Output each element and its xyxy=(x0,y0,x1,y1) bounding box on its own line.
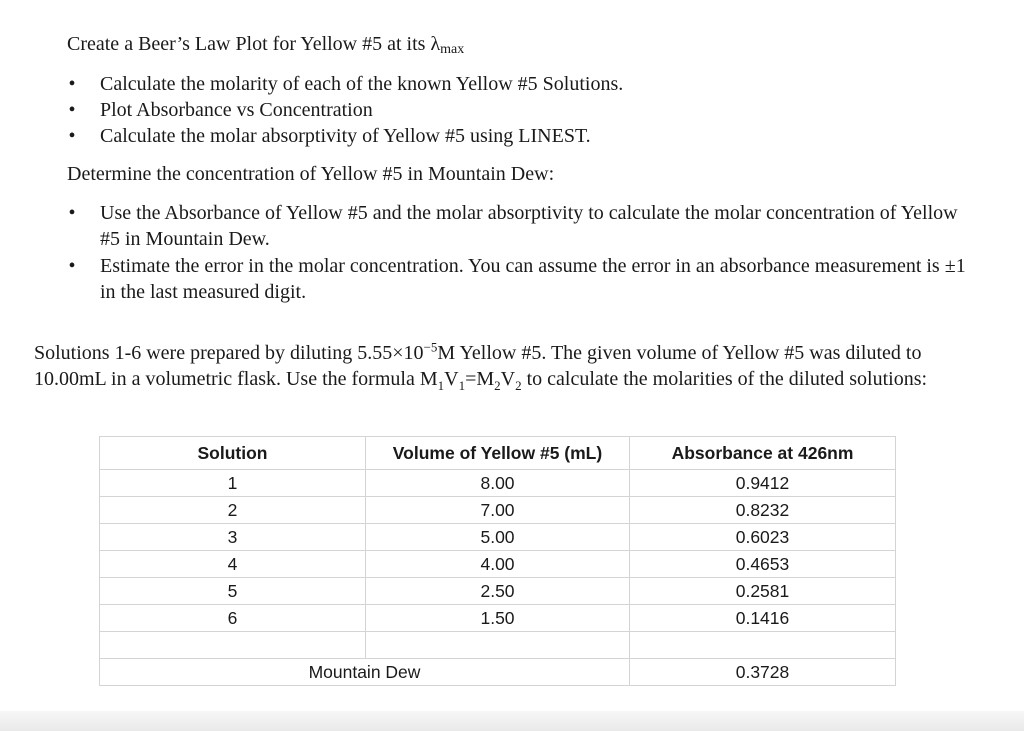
cell-absorbance: 0.8232 xyxy=(630,497,896,524)
cell-absorbance: 0.1416 xyxy=(630,605,896,632)
list-item: • Estimate the error in the molar concentration. You can assume the error in an absorbance measurement is ±1 in the last measured digit. xyxy=(68,255,966,303)
header-absorbance: Absorbance at 426nm xyxy=(630,437,896,470)
cell-volume: 8.00 xyxy=(366,470,630,497)
cell-absorbance: 0.9412 xyxy=(630,470,896,497)
list-item: • Calculate the molar absorptivity of Yellow #5 using LINEST. xyxy=(68,125,591,147)
task-list xyxy=(67,71,967,149)
empty-cell xyxy=(366,632,630,659)
cell-volume: 7.00 xyxy=(366,497,630,524)
header-volume: Volume of Yellow #5 (mL) xyxy=(366,437,630,470)
cell-absorbance: 0.6023 xyxy=(630,524,896,551)
list-item: • Use the Absorbance of Yellow #5 and the molar absorptivity to calculate the molar concentration of Yellow #5 in Mountain Dew. xyxy=(68,202,958,250)
dilution-paragraph: Solutions 1-6 were prepared by diluting $5.55\times 10^{-5}M$ Yellow #5. The given volume of Yellow #5 was diluted to 10.00mL in a volumetric flask. Use the formula $M_1V_1=M_2V_2$ to calculate the molarities of the diluted solutions: xyxy=(34,339,928,393)
list-item: • Calculate the molarity of each of the known Yellow #5 Solutions. xyxy=(68,73,624,95)
table-row xyxy=(100,605,896,632)
cell-volume: 5.00 xyxy=(366,524,630,551)
cell-mountain-dew-label: Mountain Dew xyxy=(100,659,630,686)
table-row xyxy=(100,470,896,497)
empty-cell xyxy=(630,632,896,659)
table-header-row xyxy=(100,437,896,470)
table-row-mountain-dew xyxy=(100,659,896,686)
cell-volume: 1.50 xyxy=(366,605,630,632)
cell-solution: 5 xyxy=(100,578,366,605)
cell-volume: 2.50 xyxy=(366,578,630,605)
cell-absorbance: 0.2581 xyxy=(630,578,896,605)
table-row-empty xyxy=(100,632,896,659)
cell-absorbance: 0.4653 xyxy=(630,551,896,578)
list-item: • Plot Absorbance vs Concentration xyxy=(68,99,373,121)
determine-list xyxy=(67,200,967,306)
instructions-heading: Create a Beer’s Law Plot for Yellow #5 at its $\lambda_{max}$ xyxy=(67,33,465,57)
cell-mountain-dew-absorbance: 0.3728 xyxy=(630,659,896,686)
cell-solution: 3 xyxy=(100,524,366,551)
cell-solution: 6 xyxy=(100,605,366,632)
cell-solution: 1 xyxy=(100,470,366,497)
table-row xyxy=(100,524,896,551)
table-row xyxy=(100,578,896,605)
table-row xyxy=(100,497,896,524)
cell-volume: 4.00 xyxy=(366,551,630,578)
page-bottom-edge xyxy=(0,711,1024,731)
empty-cell xyxy=(100,632,366,659)
determine-heading: Determine the concentration of Yellow #5 in Mountain Dew: xyxy=(67,163,555,185)
header-solution: Solution xyxy=(100,437,366,470)
table-row xyxy=(100,551,896,578)
cell-solution: 4 xyxy=(100,551,366,578)
cell-solution: 2 xyxy=(100,497,366,524)
absorbance-table xyxy=(99,436,896,686)
